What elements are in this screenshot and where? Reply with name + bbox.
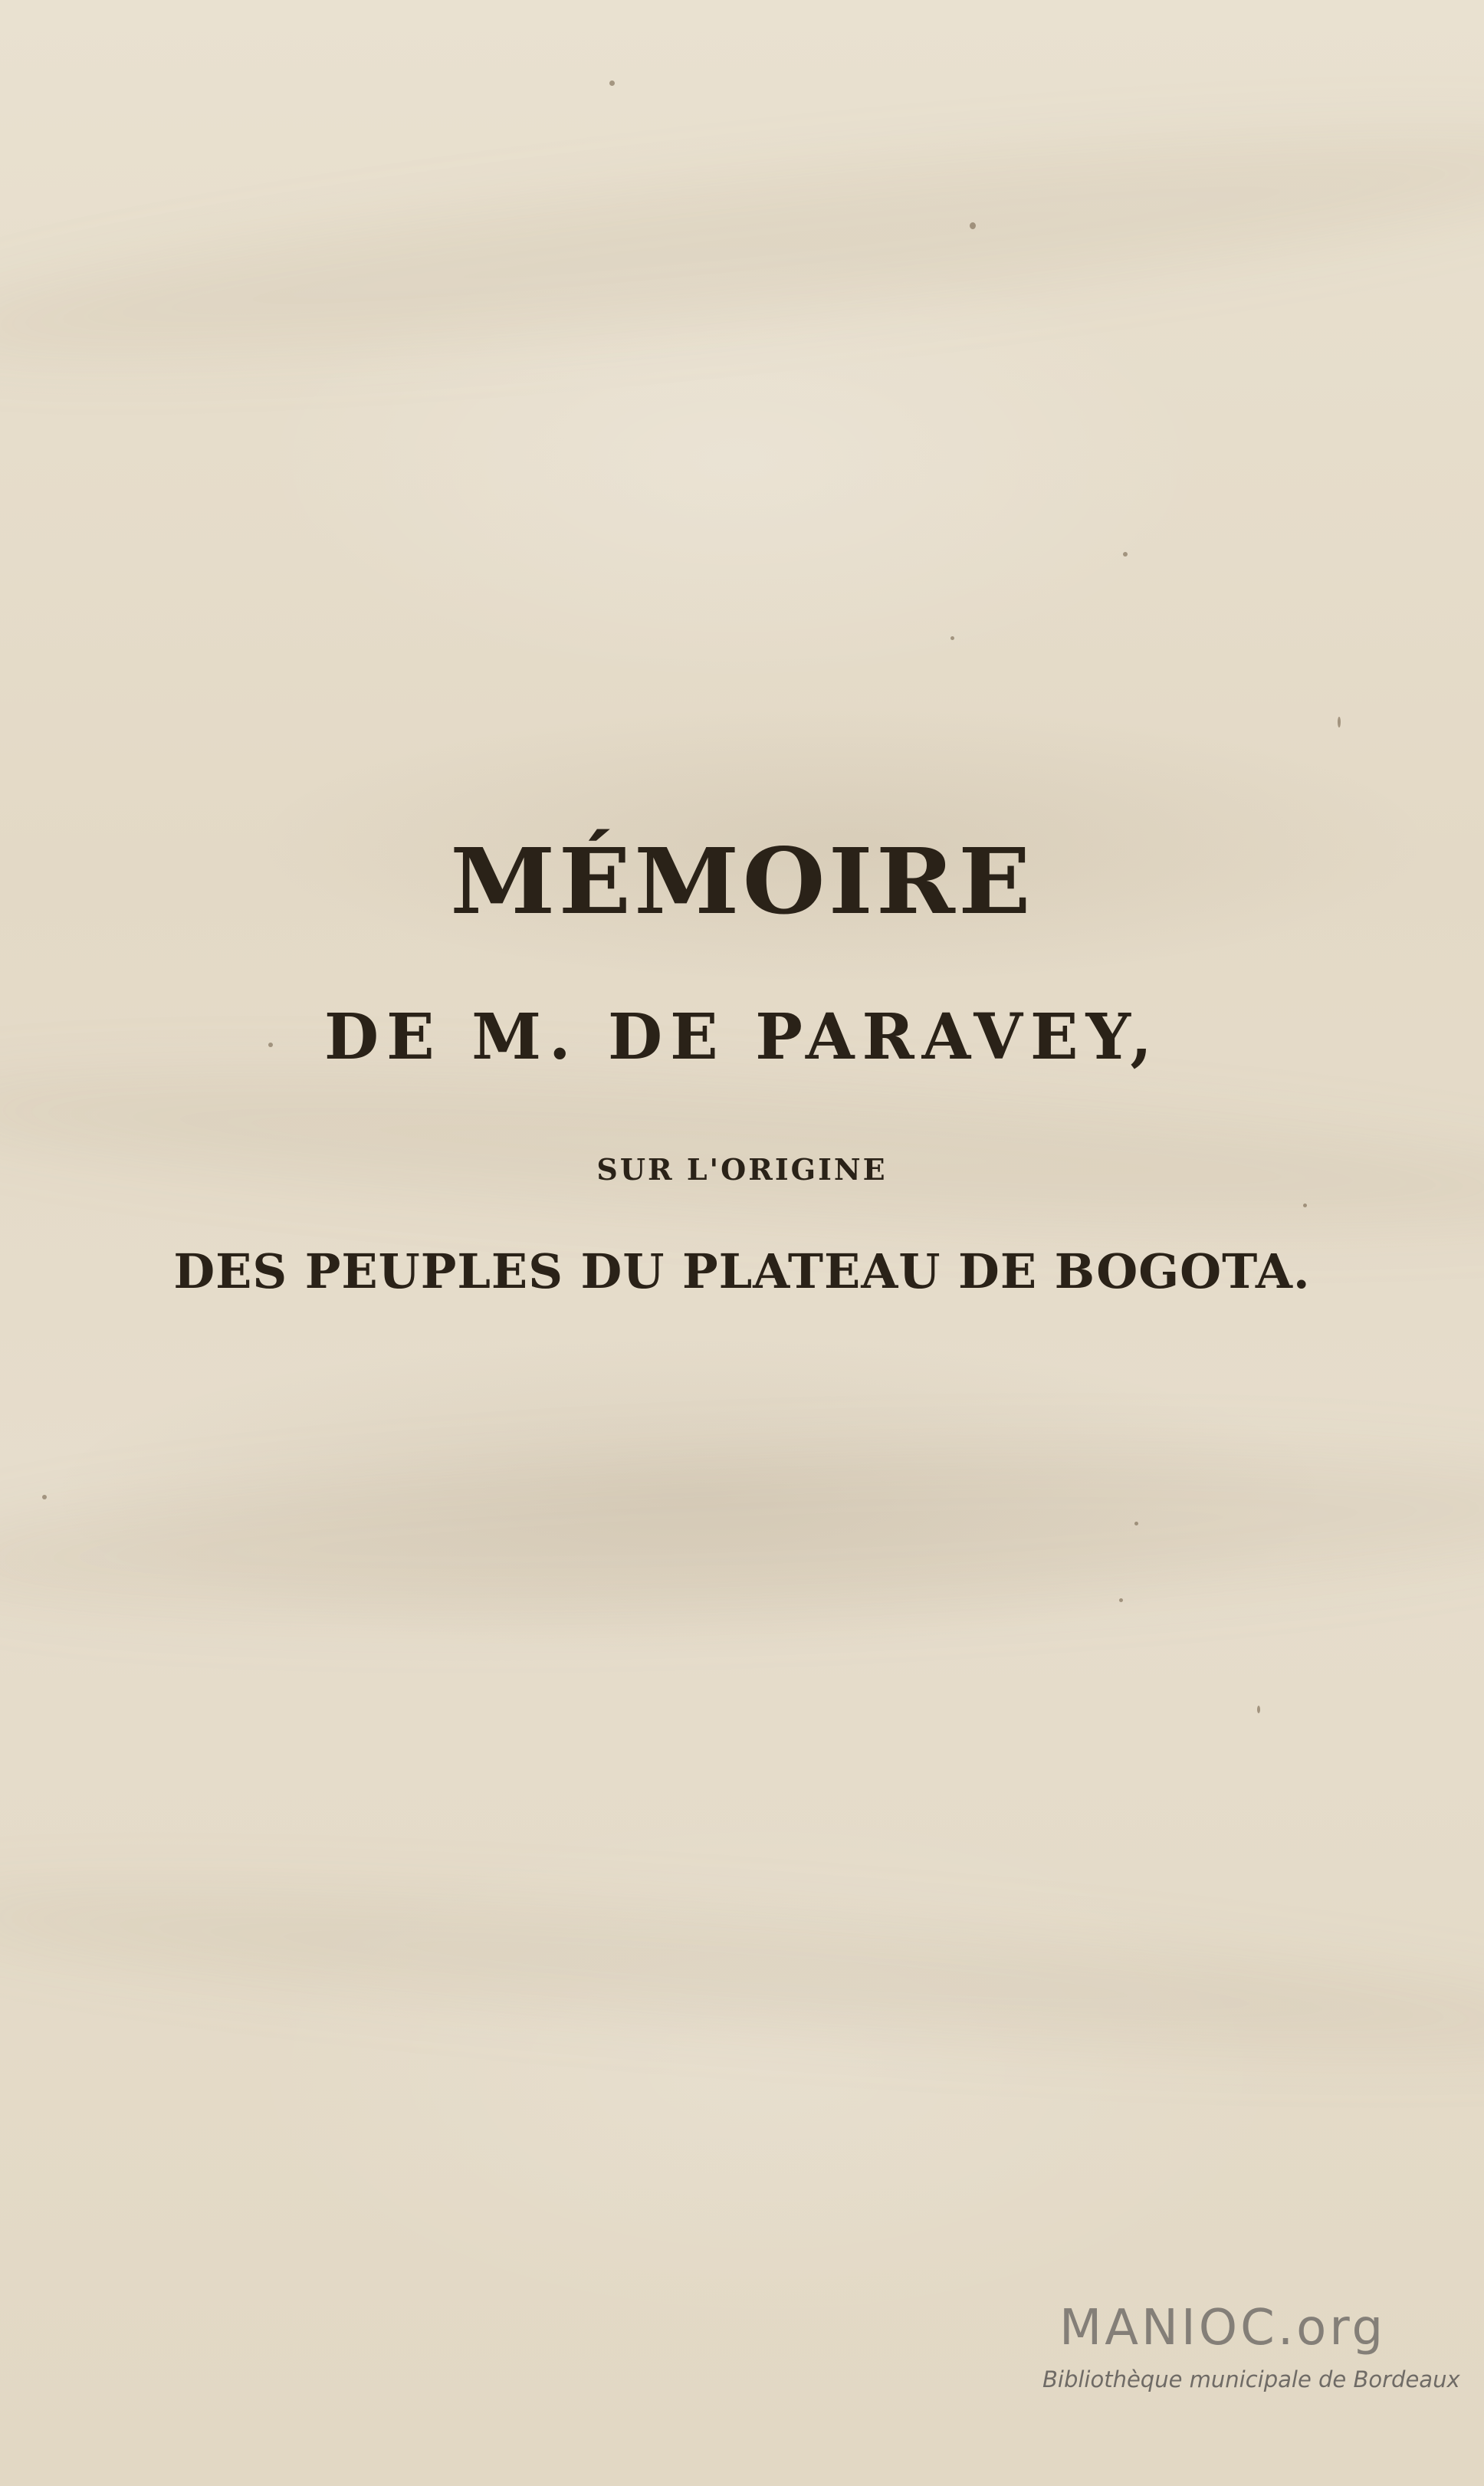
page-title: MÉMOIRE [450,828,1034,934]
paper-fleck [950,636,954,640]
author-line: DE M. DE PARAVEY, [324,1000,1160,1074]
paper-fold-shadow [0,1045,1484,1256]
paper-fleck [1119,1598,1123,1602]
paper-fold-shadow [0,1857,1484,2082]
paper-fleck [609,80,615,86]
paper-fleck [970,222,976,229]
paper-fleck [42,1495,47,1499]
paper-fleck [1123,552,1128,557]
watermark-source: Bibliothèque municipale de Bordeaux [1042,2366,1460,2392]
paper-fold-shadow [0,89,1484,402]
manioc-logo: MANIOC.org [1059,2300,1387,2356]
paper-fold-shadow [0,1427,1484,1640]
paper-fleck [1338,717,1341,727]
subject-line: DES PEUPLES DU PLATEAU DE BOGOTA. [173,1243,1311,1299]
watermark [1042,2300,1472,2392]
paper-fleck [1303,1204,1307,1207]
paper-fleck [1134,1522,1138,1525]
paper-fleck [1257,1706,1260,1713]
subtitle-line: SUR L'ORIGINE [596,1152,888,1187]
